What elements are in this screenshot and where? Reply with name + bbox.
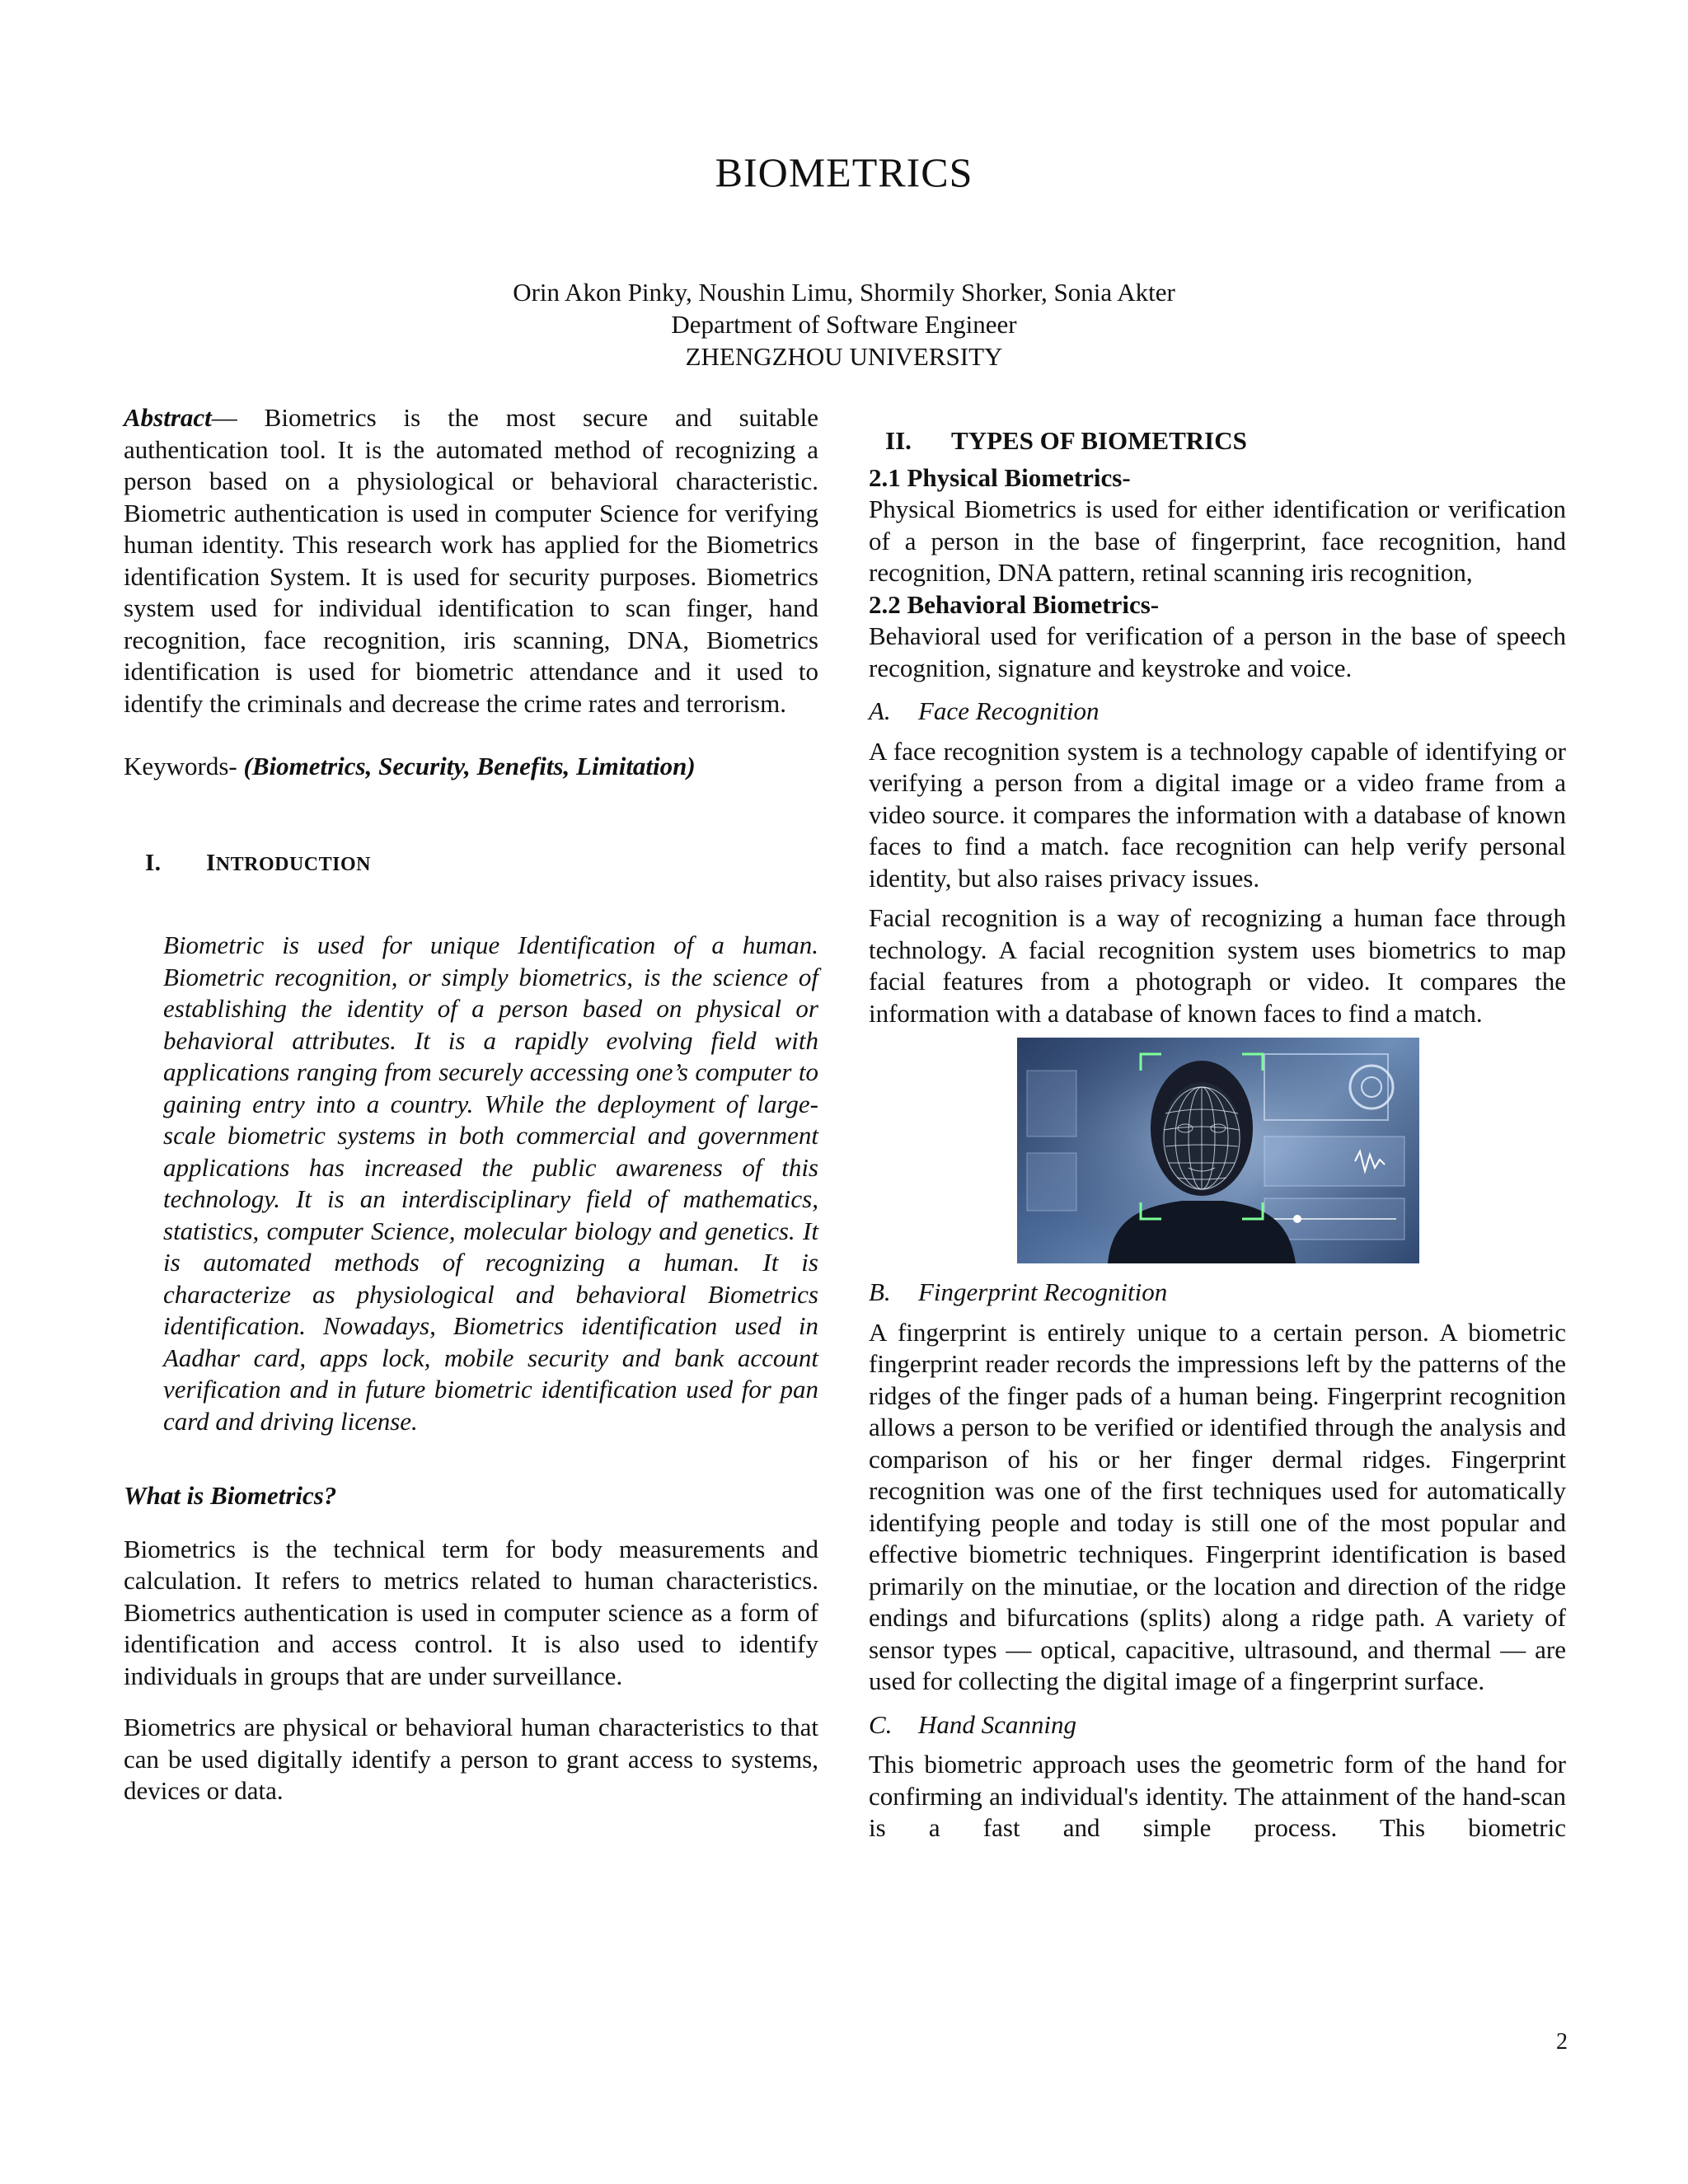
what-is-paragraph-1: Biometrics is the technical term for body measurements and calculation. It refers to metrics related to human characteristics. Biometrics authentication is used in computer science as a form of identification and access control. It is also used to identify individuals in groups that are under surveillance.: [124, 1534, 818, 1690]
paper-title: BIOMETRICS: [715, 149, 973, 195]
subsection-title: Hand Scanning: [918, 1709, 1077, 1739]
author-university: ZHENGZHOU UNIVERSITY: [685, 342, 1003, 371]
section-number: II.: [885, 426, 912, 455]
section-heading-introduction: [145, 847, 818, 881]
left-column: [124, 402, 818, 1807]
author-names: Orin Akon Pinky, Noushin Limu, Shormily Shorker, Sonia Akter: [513, 278, 1175, 307]
subsection-letter: C.: [869, 1709, 893, 1739]
abstract-text: Biometrics is the most secure and suitable authentication tool. It is the automated method of recognizing a person based on a physiological or behavioral characteristic. Biometric authentication is used in computer Science for verifying human identity. This research work has applied for the Biometrics identification System. It is used for security purposes. Biometrics system used for individual identification to scan finger, hand recognition, face recognition, iris scanning, DNA, Biometrics identification is used for biometric attendance and it used to identify the criminals and decrease the crime rates and terrorism.: [124, 403, 818, 718]
fingerprint-text: A fingerprint is entirely unique to a certain person. A biometric fingerprint reader records the impressions left by the patterns of the ridges of the finger pads of a human being. Fingerprint recognition allows a person to be verified or identified through the analysis and comparison of his or her finger dermal ridges. Fingerprint recognition was one of the first techniques used for automatically identifying people and today is still one of the most popular and effective biometric techniques. Fingerprint identification is based primarily on the minutiae, or the location and direction of the ridge endings and bifurcations (splits) along a ridge path. A variety of sensor types — optical, capacitive, ultrasound, and thermal — are used for collecting the digital image of a fingerprint surface.: [869, 1317, 1566, 1695]
keywords: [124, 751, 818, 783]
author-department: Department of Software Engineer: [671, 310, 1017, 339]
face-scan-illustration: [1017, 1038, 1419, 1263]
face-paragraph-1: A face recognition system is a technology capable of identifying or verifying a person from a digital image or a video frame from a video source. it compares the information with a database of known faces to find a match. face recognition can help verify personal identity, but also raises privacy issues.: [869, 736, 1566, 893]
section-heading-types: [885, 425, 1566, 457]
abstract: [124, 402, 818, 719]
keywords-label: Keywords-: [124, 752, 244, 780]
hand-text: This biometric approach uses the geometric form of the hand for confirming an individual's identity. The attainment of the hand-scan is a fast and simple process. This biometric: [869, 1750, 1566, 1842]
subsection-letter: B.: [869, 1277, 891, 1306]
abstract-label: Abstract: [124, 403, 212, 432]
face-paragraph-2: Facial recognition is a way of recognizing a human face through technology. A facial recognition system uses biometrics to map facial features from a photograph or video. It compares the information with a database of known faces to find a match.: [869, 903, 1566, 1028]
abstract-dash: —: [211, 403, 237, 432]
section-heading-rest: NTRODUCTION: [215, 853, 371, 875]
section-heading-text: TYPES OF BIOMETRICS: [951, 426, 1247, 455]
physical-heading: 2.1 Physical Biometrics-: [869, 462, 1131, 492]
behavioral-heading: 2.2 Behavioral Biometrics-: [869, 589, 1160, 619]
keywords-value: (Biometrics, Security, Benefits, Limitation): [243, 752, 696, 780]
face-recognition-image: [1017, 1038, 1419, 1263]
page-number: 2: [1556, 2029, 1568, 2055]
right-column: [869, 402, 1566, 1844]
subsection-title: Fingerprint Recognition: [918, 1277, 1168, 1306]
subsection-face: [869, 696, 1566, 728]
subsection-letter: A.: [869, 696, 891, 725]
section-heading-first: I: [206, 849, 216, 876]
subsection-hand: [869, 1709, 1566, 1741]
author-block: [0, 276, 1688, 373]
what-is-paragraph-2: Biometrics are physical or behavioral human characteristics to that can be used digitally identify a person to grant access to systems, devices or data.: [124, 1713, 818, 1805]
subsection-fingerprint: [869, 1277, 1566, 1309]
physical-text: Physical Biometrics is used for either identification or verification of a person in the base of fingerprint, face recognition, hand recognition, DNA pattern, retinal scanning iris recognition,: [869, 494, 1566, 587]
section-number: I.: [145, 849, 162, 876]
introduction-text: Biometric is used for unique Identification of a human. Biometric recognition, or simply biometrics, is the science of establishing the identity of a person based on physical or behavioral attributes. It is a rapidly evolving field with applications ranging from securely accessing one’s computer to gaining entry into a country. While the deployment of large-scale biometric systems in both commercial and government applications has increased the public awareness of this technology. It is an interdisciplinary field of mathematics, statistics, computer Science, molecular biology and genetics. It is automated methods of recognizing a human. It is characterize as physiological and behavioral Biometrics identification. Nowadays, Biometrics identification used in Aadhar card, apps lock, mobile security and bank account verification and in future biometric identification used for pan card and driving license.: [163, 930, 818, 1436]
subsection-title: Face Recognition: [918, 696, 1100, 725]
what-is-heading: What is Biometrics?: [124, 1481, 337, 1510]
behavioral-text: Behavioral used for verification of a person in the base of speech recognition, signature and keystroke and voice.: [869, 621, 1566, 682]
